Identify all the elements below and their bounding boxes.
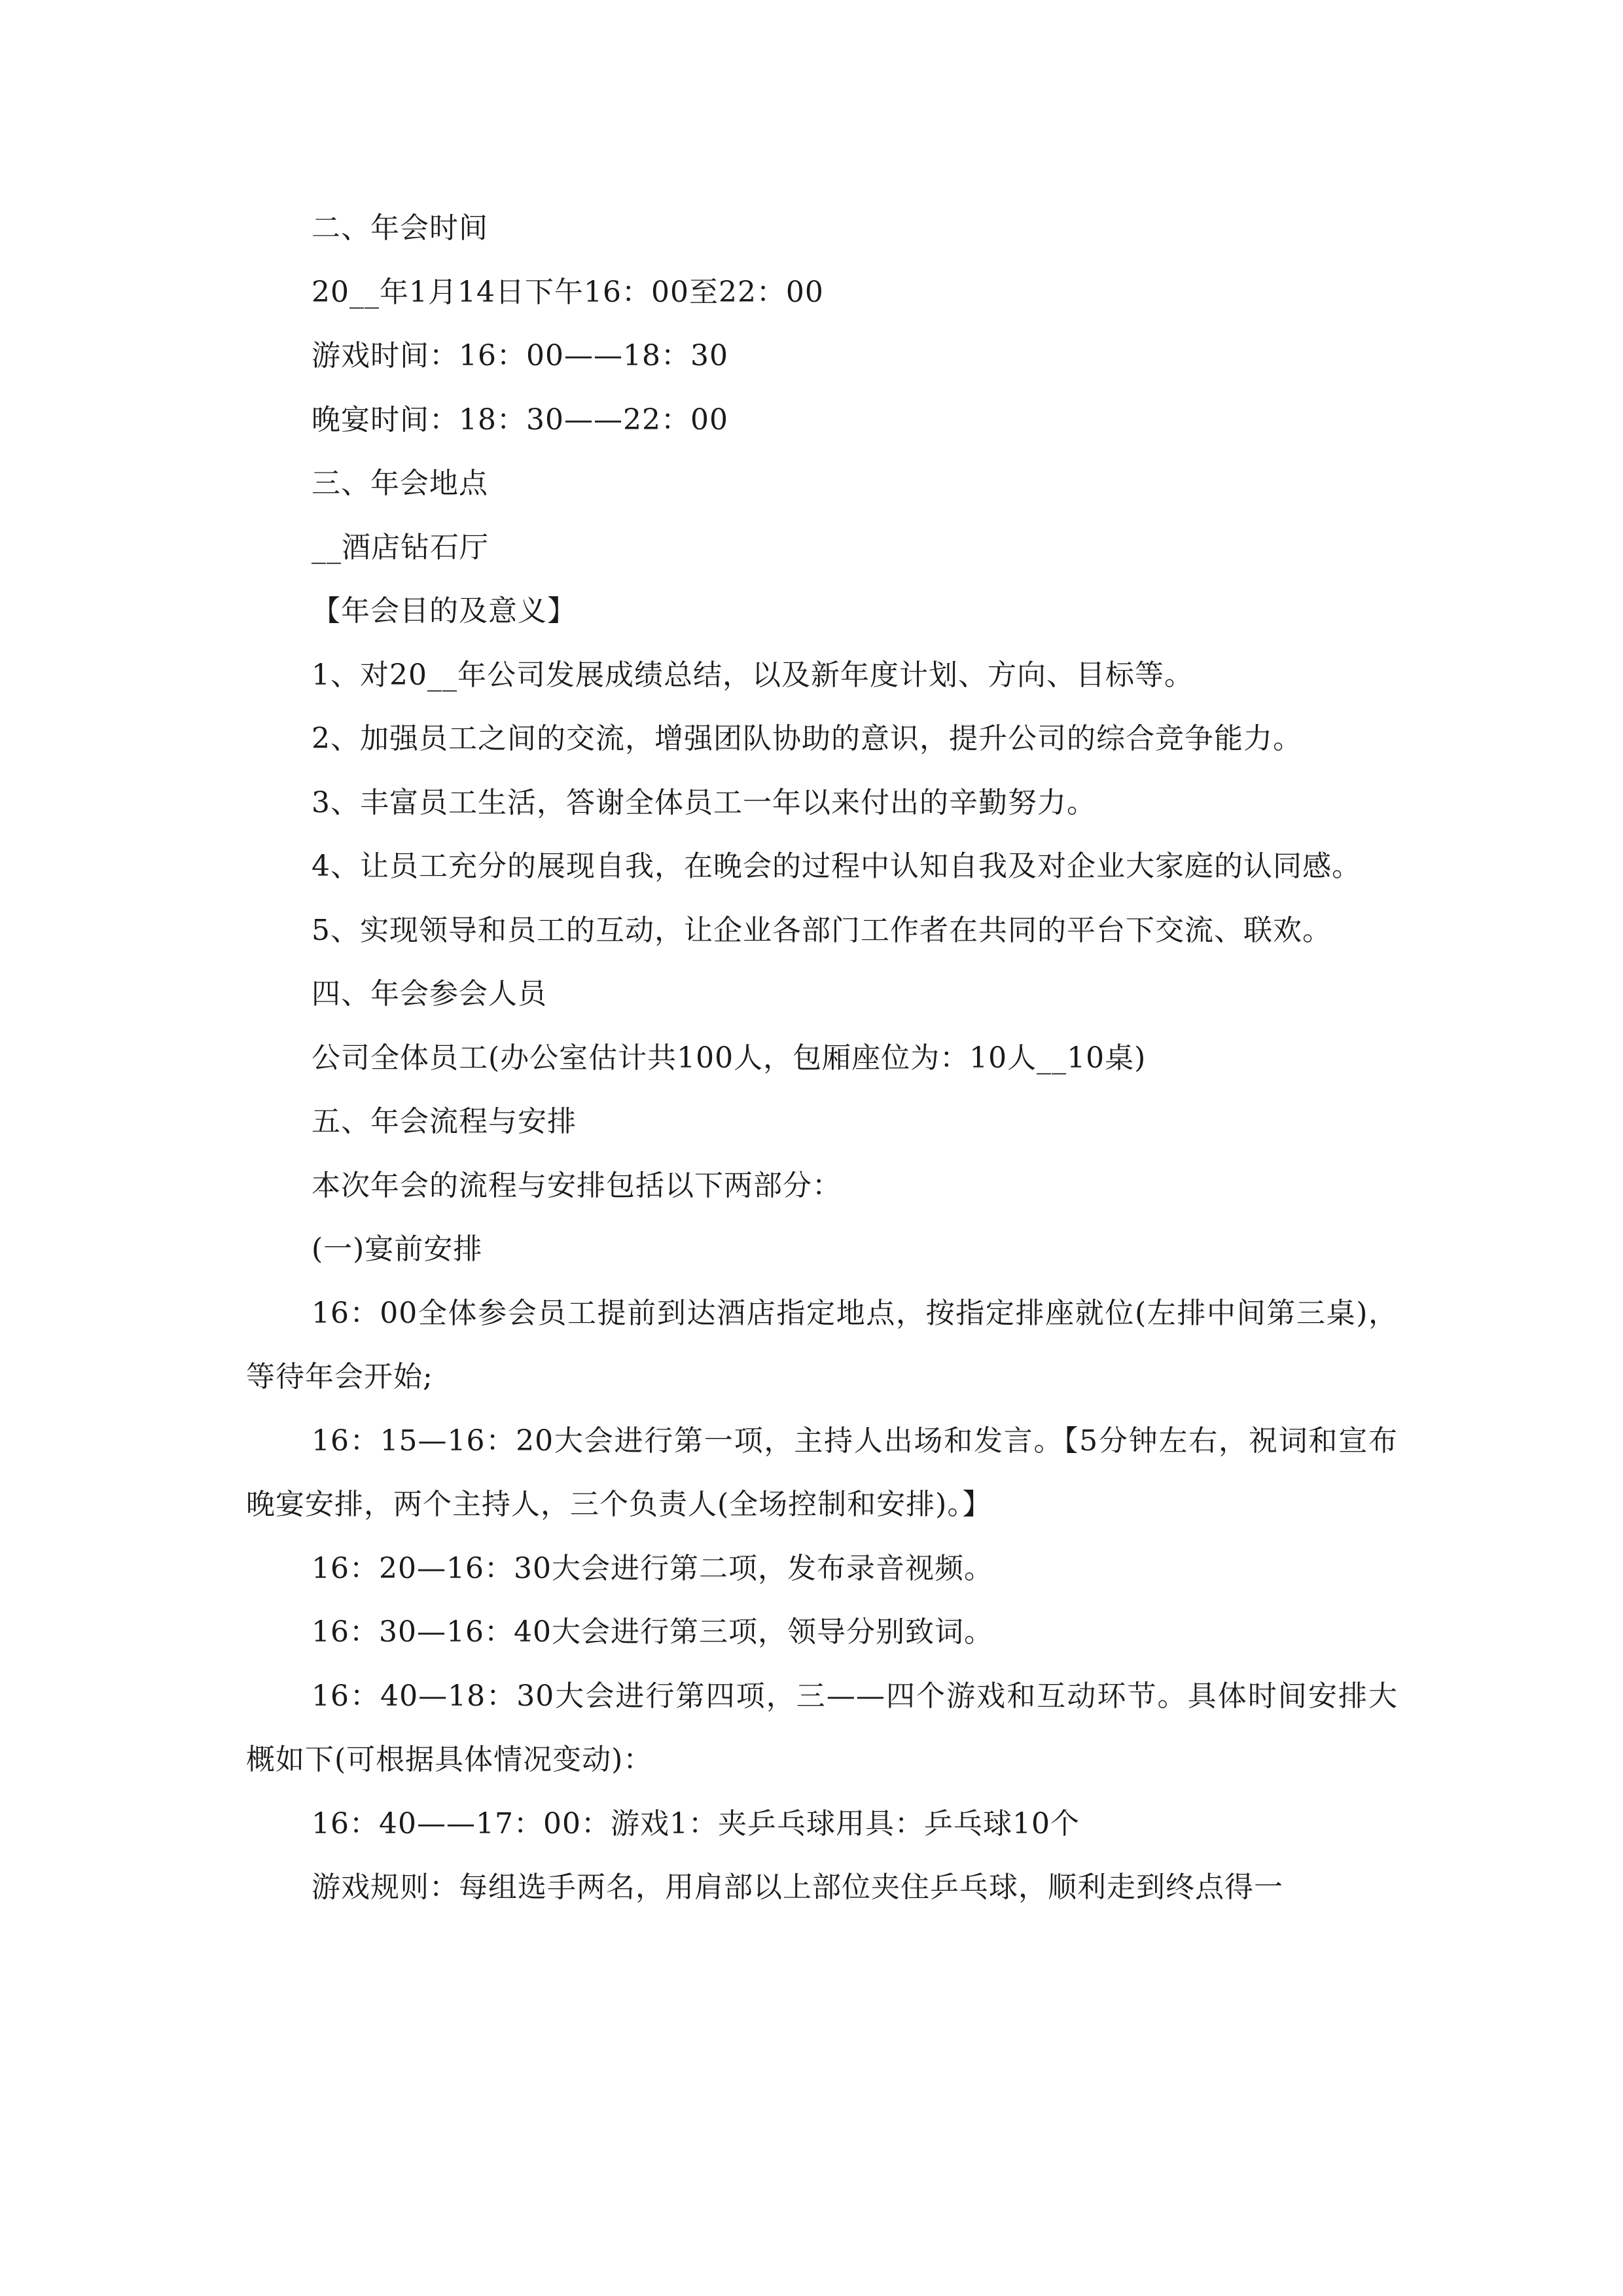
text-line: 游戏时间：16：00——18：30 <box>312 339 728 372</box>
list-item: 1、对20__年公司发展成绩总结，以及新年度计划、方向、目标等。 <box>312 658 1194 692</box>
section-heading-attendees: 四、年会参会人员 <box>312 977 547 1011</box>
list-item: 4、让员工充分的展现自我，在晚会的过程中认知自我及对企业大家庭的认同感。 <box>312 850 1361 883</box>
text-line: 20__年1月14日下午16：00至22：00 <box>312 275 824 309</box>
list-item: 5、实现领导和员工的互动，让企业各部门工作者在共同的平台下交流、联欢。 <box>312 913 1332 947</box>
schedule-item: 16：40—18：30大会进行第四项，三——四个游戏和互动环节。具体时间安排大概如下(可根据具体情况变动)： <box>246 1679 1398 1776</box>
list-item: 2、加强员工之间的交流，增强团队协助的意识，提升公司的综合竞争能力。 <box>312 722 1302 755</box>
text-line: 本次年会的流程与安排包括以下两部分： <box>312 1168 842 1202</box>
document-body <box>246 196 1398 1920</box>
section-heading-location: 三、年会地点 <box>312 467 488 500</box>
text-line: 公司全体员工(办公室估计共100人，包厢座位为：10人__10桌) <box>312 1041 1147 1075</box>
section-heading-schedule: 五、年会流程与安排 <box>312 1105 577 1138</box>
text-line: __酒店钻石厅 <box>312 530 489 564</box>
subsection-heading: (一)宴前安排 <box>312 1232 483 1266</box>
section-heading-purpose: 【年会目的及意义】 <box>312 594 577 628</box>
text-line: 晚宴时间：18：30——22：00 <box>312 403 728 437</box>
section-heading-time: 二、年会时间 <box>312 211 488 245</box>
text-line: 游戏规则：每组选手两名，用肩部以上部位夹住乒乓球，顺利走到终点得一 <box>312 1871 1283 1904</box>
schedule-item: 16：30—16：40大会进行第三项，领导分别致词。 <box>312 1615 993 1649</box>
schedule-item: 16：15—16：20大会进行第一项，主持人出场和发言。【5分钟左右，祝词和宣布晚宴安排，两个主持人，三个负责人(全场控制和安排)。】 <box>246 1424 1398 1521</box>
schedule-item: 16：40——17：00：游戏1：夹乒乓球用具：乒乓球10个 <box>312 1806 1080 1840</box>
schedule-item: 16：20—16：30大会进行第二项，发布录音视频。 <box>312 1551 993 1585</box>
schedule-item: 16：00全体参会员工提前到达酒店指定地点，按指定排座就位(左排中间第三桌)，等待年会开始; <box>246 1296 1398 1393</box>
list-item: 3、丰富员工生活，答谢全体员工一年以来付出的辛勤努力。 <box>312 785 1096 819</box>
